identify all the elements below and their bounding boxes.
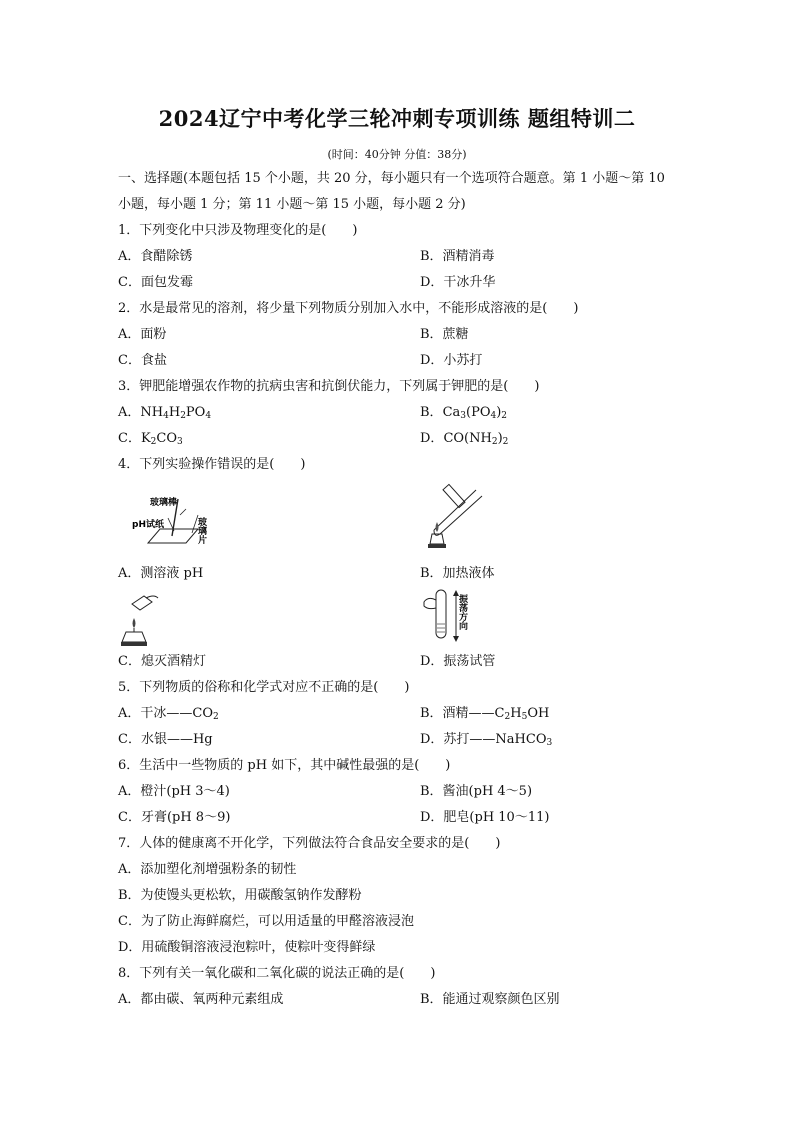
q6-option-a: A．橙汁(pH 3～4) <box>118 784 230 799</box>
q4-option-c: C．熄灭酒精灯 <box>118 654 206 669</box>
q7-option-b: B．为使馒头更松软，用碳酸氢钠作发酵粉 <box>118 888 362 903</box>
q4-option-d: D．振荡试管 <box>420 654 496 669</box>
figure-ph-test <box>128 495 228 555</box>
q1-option-d: D．干冰升华 <box>420 275 496 290</box>
q3-option-b: B．$Ca_3(PO_4)_2$ <box>420 405 508 421</box>
q2-option-c: C．食盐 <box>118 353 167 368</box>
q1-stem: 1．下列变化中只涉及物理变化的是( ) <box>118 223 358 238</box>
q3-option-a: A．$NH_4H_2PO_4$ <box>118 405 212 421</box>
q1-option-b: B．酒精消毒 <box>420 249 495 264</box>
q6-option-d: D．肥皂(pH 10～11) <box>420 810 550 825</box>
q8-option-b: B．能通过观察颜色区别 <box>420 992 560 1007</box>
q2-stem: 2．水是最常见的溶剂，将少量下列物质分别加入水中，不能形成溶液的是( ) <box>118 301 579 316</box>
figure-heating-liquid <box>420 482 490 552</box>
q6-option-c: C．牙膏(pH 8～9) <box>118 810 231 825</box>
q4-stem: 4．下列实验操作错误的是( ) <box>118 457 306 472</box>
q7-option-a: A．添加塑化剂增强粉条的韧性 <box>118 862 297 877</box>
q5-option-d: D．苏打——NaHCO$_3$ <box>420 732 553 748</box>
q7-option-d: D．用硫酸铜溶液浸泡粽叶，使粽叶变得鲜绿 <box>118 940 376 955</box>
q3-option-c: C．$K_2CO_3$ <box>118 431 183 447</box>
q2-option-b: B．蔗糖 <box>420 327 469 342</box>
fig-a-label-glass-rod: 玻璃棒 <box>150 498 178 508</box>
figure-alcohol-lamp <box>118 592 168 648</box>
q3-stem: 3．钾肥能增强农作物的抗病虫害和抗倒伏能力，下列属于钾肥的是( ) <box>118 379 540 394</box>
section-instruction-line1: 一、选择题(本题包括 15 个小题，共 20 分，每小题只有一个选项符合题意。第 1 小题～第 10 <box>118 171 665 186</box>
q7-option-c: C．为了防止海鲜腐烂，可以用适量的甲醛溶液浸泡 <box>118 914 414 929</box>
q5-option-c: C．水银——Hg <box>118 732 213 747</box>
q4-option-a: A．测溶液 pH <box>118 566 204 581</box>
page-subtitle: (时间：40分钟 分值：38分) <box>327 148 467 161</box>
q7-stem: 7．人体的健康离不开化学，下列做法符合食品安全要求的是( ) <box>118 836 501 851</box>
page-title: 2024辽宁中考化学三轮冲刺专项训练 题组特训二 <box>158 106 636 131</box>
section-instruction-line2: 小题，每小题 1 分；第 11 小题～第 15 小题，每小题 2 分) <box>118 197 466 212</box>
q1-option-c: C．面包发霉 <box>118 275 193 290</box>
q3-option-d: D．$CO(NH_2)_2$ <box>420 431 509 447</box>
fig-a-label-ph-paper: pH试纸 <box>132 520 164 530</box>
q8-option-a: A．都由碳、氧两种元素组成 <box>118 992 284 1007</box>
q8-stem: 8．下列有关一氧化碳和二氧化碳的说法正确的是( ) <box>118 966 436 981</box>
q4-option-b: B．加热液体 <box>420 566 495 581</box>
fig-d-label-direction: 振荡方向 <box>457 594 467 630</box>
figure-shaking-tube <box>420 586 480 648</box>
fig-a-label-glass-plate: 玻璃片 <box>196 517 206 544</box>
q6-option-b: B．酱油(pH 4～5) <box>420 784 533 799</box>
q2-option-a: A．面粉 <box>118 327 167 342</box>
q5-option-b: B．酒精$——C_2H_5OH$ <box>420 706 550 722</box>
q5-option-a: A．干冰$——CO_2$ <box>118 706 219 722</box>
q5-stem: 5．下列物质的俗称和化学式对应不正确的是( ) <box>118 680 410 695</box>
q6-stem: 6．生活中一些物质的 pH 如下，其中碱性最强的是( ) <box>118 758 451 773</box>
q2-option-d: D．小苏打 <box>420 353 483 368</box>
q1-option-a: A．食醋除锈 <box>118 249 193 264</box>
